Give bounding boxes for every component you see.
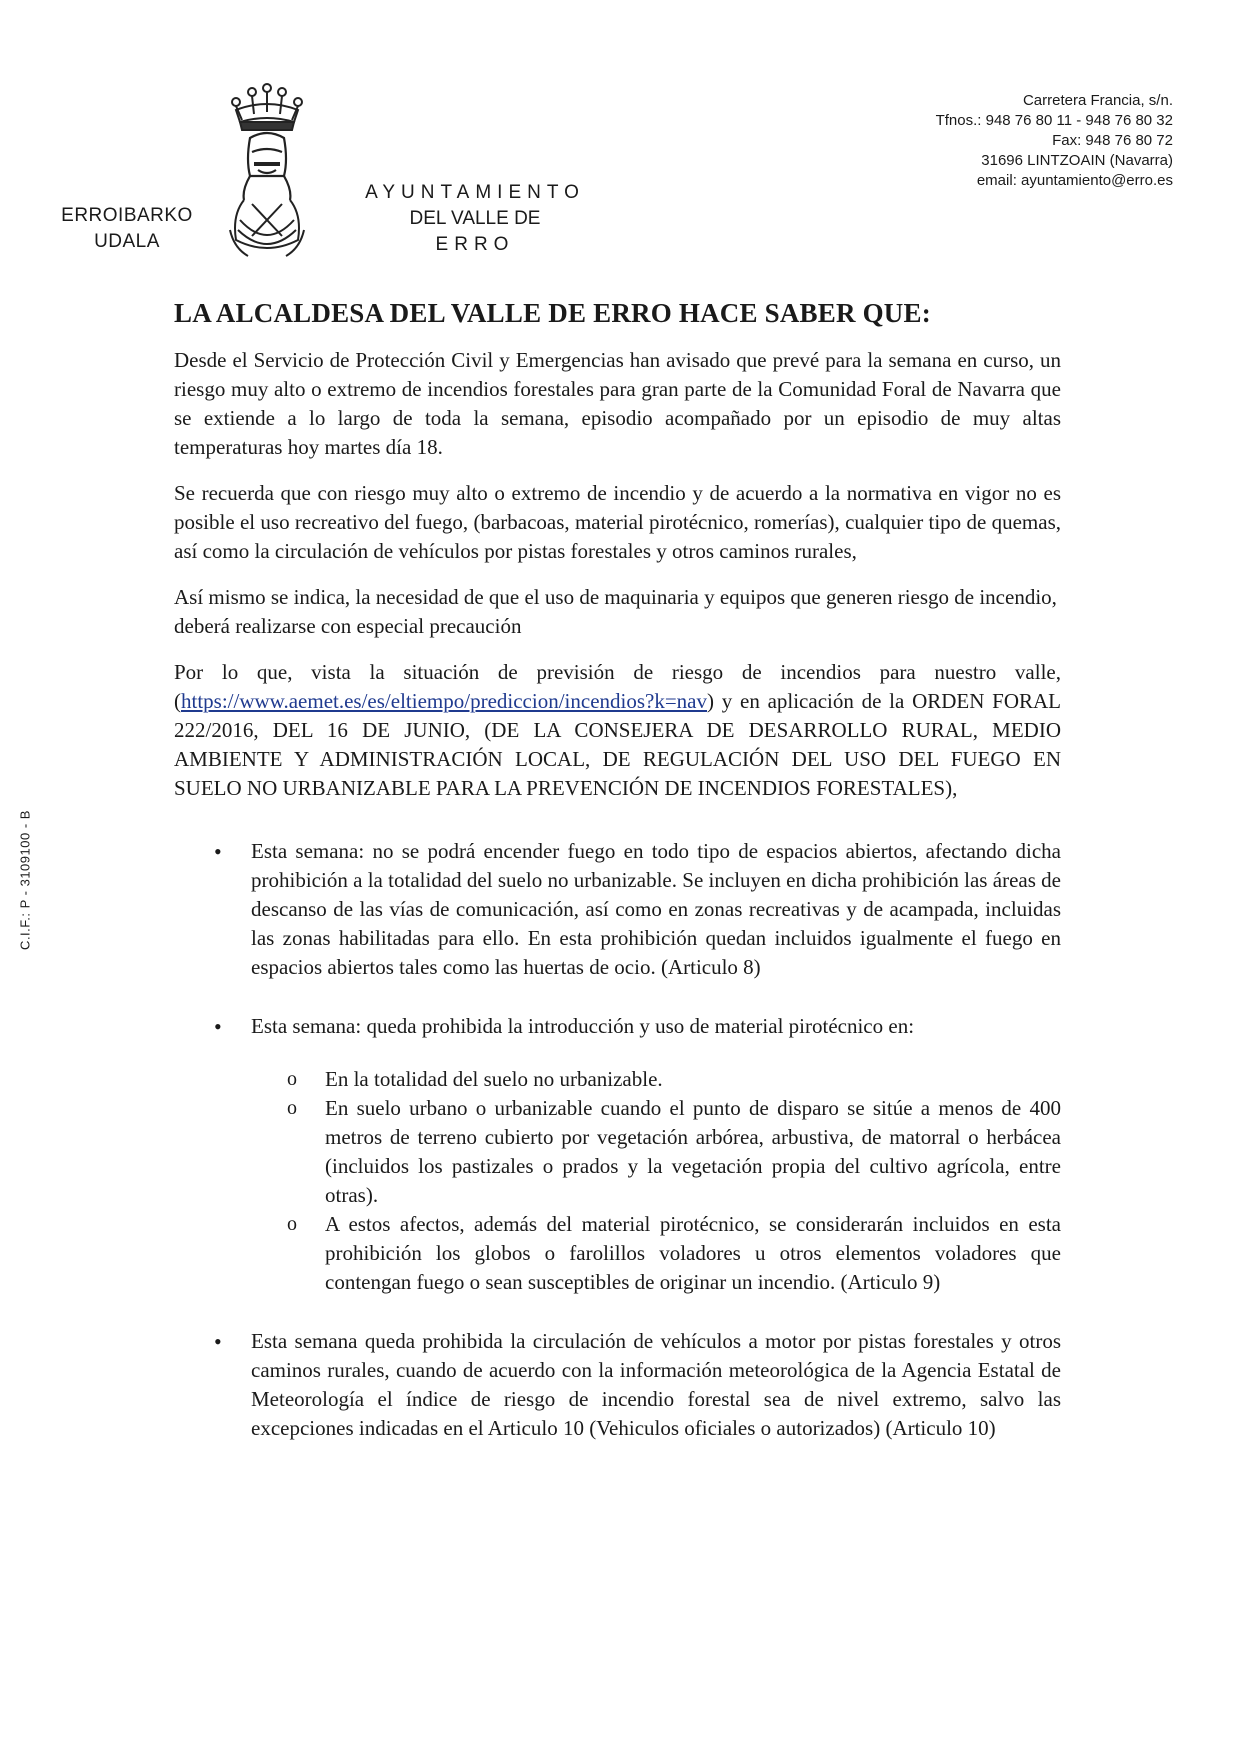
org-name-spanish-line2: DEL VALLE DE (409, 208, 541, 229)
contact-city: 31696 LINTZOAIN (Navarra) (981, 152, 1173, 169)
org-name-spanish-line1: AYUNTAMIENTO (365, 182, 585, 203)
sub-bullet-item: o En suelo urbano o urbanizable cuando el punto de disparo se sitúe a menos de 400 metros de terreno cubierto por vegetación arbórea, arbustiva, de matorral o herbácea (incluidos los pastizales o prados y la vegetación propia del cultivo agrícola, entre otras). (251, 1094, 1061, 1210)
bullet-list (174, 837, 1061, 1443)
org-name-basque-line2: UDALA (94, 231, 160, 252)
contact-fax: Fax: 948 76 80 72 (1052, 132, 1173, 149)
org-name-basque (52, 203, 202, 255)
sub-bullet-list (251, 1065, 1061, 1297)
paragraph-4 (174, 658, 1061, 803)
contact-block (936, 91, 1173, 191)
org-name-spanish (345, 180, 605, 258)
org-name-spanish-line3: ERRO (435, 234, 515, 255)
bullet-text-vehicles: Esta semana queda prohibida la circulación de vehículos a motor por pistas forestales y otros caminos rurales, cuando de acuerdo con la información meteorológica de la Agencia Estatal de Meteorología el índice de riesgo de incendio forestal sea de nivel extremo, salvo las excepciones indicadas en el Articulo 10 (Vehiculos oficiales o autorizados) (Articulo 10) (251, 1329, 1061, 1440)
paragraph-1: Desde el Servicio de Protección Civil y Emergencias han avisado que prevé para la semana en curso, un riesgo muy alto o extremo de incendios forestales para gran parte de la Comunidad Foral de Navarra que se extiende a lo largo de toda la semana, episodio acompañado por un episodio de muy altas temperaturas hoy martes día 18. (174, 348, 1061, 459)
paragraph-4-after-link: ) y en aplicación de la ORDEN FORAL 222/2016, DEL 16 DE JUNIO, (DE LA CONSEJERA DE DESARROLLO RURAL, MEDIO AMBIENTE Y ADMINISTRACIÓN LOCAL, DE REGULACIÓN DEL USO DEL FUEGO EN SUELO NO URBANIZABLE PARA LA PREVENCIÓN DE INCENDIOS FORESTALES), (174, 689, 1061, 800)
document-body (174, 346, 1061, 1473)
bullet-item-pyrotechnics (174, 1012, 1061, 1297)
bullet-item-fire (174, 837, 1061, 982)
document-title: LA ALCALDESA DEL VALLE DE ERRO HACE SABER QUE: (174, 298, 931, 328)
paragraph-4-before-link: Por lo que, vista la situación de previsión de riesgo de incendios para nuestro valle, ( (174, 660, 1061, 713)
contact-phones: Tfnos.: 948 76 80 11 - 948 76 80 32 (935, 112, 1173, 129)
municipal-crest-icon (222, 80, 312, 260)
contact-email: email: ayuntamiento@erro.es (976, 172, 1173, 189)
sub-bullet-item: o En la totalidad del suelo no urbanizable. (251, 1065, 1061, 1094)
bullet-text-fire: Esta semana: no se podrá encender fuego en todo tipo de espacios abiertos, afectando dicha prohibición a la totalidad del suelo no urbanizable. Se incluyen en dicha prohibición las áreas de descanso de las vías de comunicación, así como en zonas recreativas y de acampada, incluidas las zonas habilitadas para ello. En esta prohibición quedan incluidos igualmente el fuego en espacios abiertos tales como las huertas de ocio. (Articulo 8) (251, 839, 1061, 979)
paragraph-2: Se recuerda que con riesgo muy alto o extremo de incendio y de acuerdo a la normativa en vigor no es posible el uso recreativo del fuego, (barbacoas, material pirotécnico, romerías), cualquier tipo de quemas, así como la circulación de vehículos por pistas forestales y otros caminos rurales, (174, 481, 1061, 563)
sub-bullet-item: o A estos afectos, además del material pirotécnico, se considerarán incluidos en esta prohibición los globos o farolillos voladores u otros elementos voladores que contengan fuego o sean susceptibles de originar un incendio. (Articulo 9) (251, 1210, 1061, 1297)
side-cif-text: C.I.F.: P - 3109100 - B (17, 810, 33, 950)
org-name-basque-line1: ERROIBARKO (61, 205, 193, 226)
side-cif-label (10, 805, 40, 955)
paragraph-3: Así mismo se indica, la necesidad de que el uso de maquinaria y equipos que generen riesgo de incendio, deberá realizarse con especial precaución (174, 585, 1057, 638)
bullet-text-pyrotechnics: Esta semana: queda prohibida la introducción y uso de material pirotécnico en: (251, 1014, 915, 1038)
contact-address: Carretera Francia, s/n. (1022, 92, 1173, 109)
bullet-item-vehicles (174, 1327, 1061, 1443)
aemet-link[interactable]: https://www.aemet.es/es/eltiempo/prediccion/incendios?k=nav (181, 689, 708, 713)
